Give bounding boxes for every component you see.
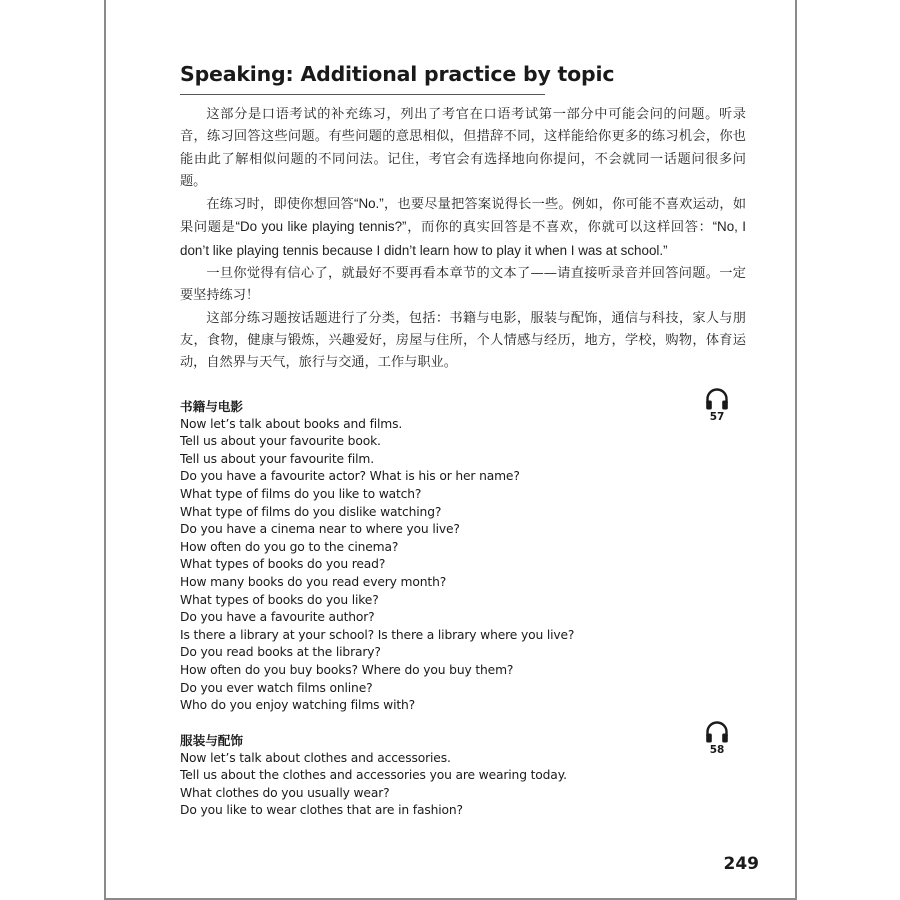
title-underline [180, 94, 545, 95]
intro-text-run: 在练习时，即使你想回答 [206, 197, 354, 213]
question-item: Is there a library at your school? Is there a library where you live? [180, 627, 575, 642]
question-list [180, 416, 746, 715]
question-item: Do you read books at the library? [180, 645, 381, 660]
page-number: 249 [723, 854, 759, 874]
question-item: How often do you buy books? Where do you buy them? [180, 662, 514, 677]
intro-quote: “No, I don’t like playing tennis because I didn’t learn how to play it when I was at school.” [180, 219, 747, 258]
topic-section-books-films [180, 398, 746, 715]
question-item: How often do you go to the cinema? [180, 539, 399, 554]
intro-text-run: 这部分是口语考试的补充练习，列出了考官在口语考试第一部分中可能会问的问题。听录音，练习回答这些问题。有些问题的意思相似，但措辞不同，这样能给你更多的练习机会，你也能由此了解相似问题的不同问法。记住，考官会有选择地向你提问，不会就同一话题问很多问题。 [180, 107, 746, 189]
question-item: Now let’s talk about books and films. [180, 416, 403, 431]
headphones-icon [704, 719, 730, 745]
headphones-icon [704, 386, 730, 412]
track-number: 57 [709, 411, 725, 423]
question-list [180, 750, 746, 820]
question-item: What type of films do you like to watch? [180, 486, 422, 501]
track-number: 58 [709, 744, 725, 756]
intro-paragraph [180, 104, 746, 193]
intro-paragraph [180, 263, 746, 308]
question-item: Do you have a favourite author? [180, 610, 375, 625]
question-item: Tell us about your favourite film. [180, 451, 374, 466]
question-item: Do you like to wear clothes that are in fashion? [180, 803, 463, 818]
section-heading: 书籍与电影 [180, 399, 243, 414]
book-page [104, 0, 797, 900]
question-item: What types of books do you read? [180, 557, 386, 572]
intro-text-run: ，而你的真实回答是不喜欢，你就可以这样回答： [406, 220, 713, 236]
question-item: Tell us about the clothes and accessories you are wearing today. [180, 768, 567, 783]
intro-paragraph [180, 308, 746, 375]
page-title: Speaking: Additional practice by topic [180, 62, 615, 86]
intro-paragraph [180, 193, 746, 263]
topic-section-clothes-accessories [180, 732, 746, 820]
question-item: Do you ever watch films online? [180, 680, 373, 695]
question-item: What types of books do you like? [180, 592, 379, 607]
question-item: Who do you enjoy watching films with? [180, 698, 416, 713]
audio-track-marker [702, 719, 732, 756]
audio-track-marker [702, 386, 732, 423]
intro-quote: “Do you like playing tennis?” [235, 219, 407, 235]
question-item: Tell us about your favourite book. [180, 434, 381, 449]
intro-text-run: 这部分练习题按话题进行了分类，包括：书籍与电影，服装与配饰，通信与科技，家人与朋友，食物，健康与锻炼，兴趣爱好，房屋与住所，个人情感与经历，地方，学校，购物，体育运动，自然界与天气，旅行与交通，工作与职业。 [180, 310, 746, 371]
question-item: How many books do you read every month? [180, 574, 447, 589]
section-heading: 服装与配饰 [180, 733, 243, 748]
question-item: Do you have a favourite actor? What is his or her name? [180, 469, 520, 484]
question-item: Do you have a cinema near to where you live? [180, 522, 460, 537]
intro-quote: “No.” [353, 196, 384, 212]
question-item: What type of films do you dislike watching? [180, 504, 442, 519]
intro-text-run: 一旦你觉得有信心了，就最好不要再看本章节的文本了——请直接听录音并回答问题。一定要坚持练习！ [180, 266, 746, 304]
intro-text-run: ，也要尽量把答案说得长一些。例如，你可能不喜欢运动，如果问题是 [180, 197, 747, 236]
question-item: Now let’s talk about clothes and accessories. [180, 750, 451, 765]
intro-text [180, 104, 746, 375]
question-item: What clothes do you usually wear? [180, 785, 390, 800]
